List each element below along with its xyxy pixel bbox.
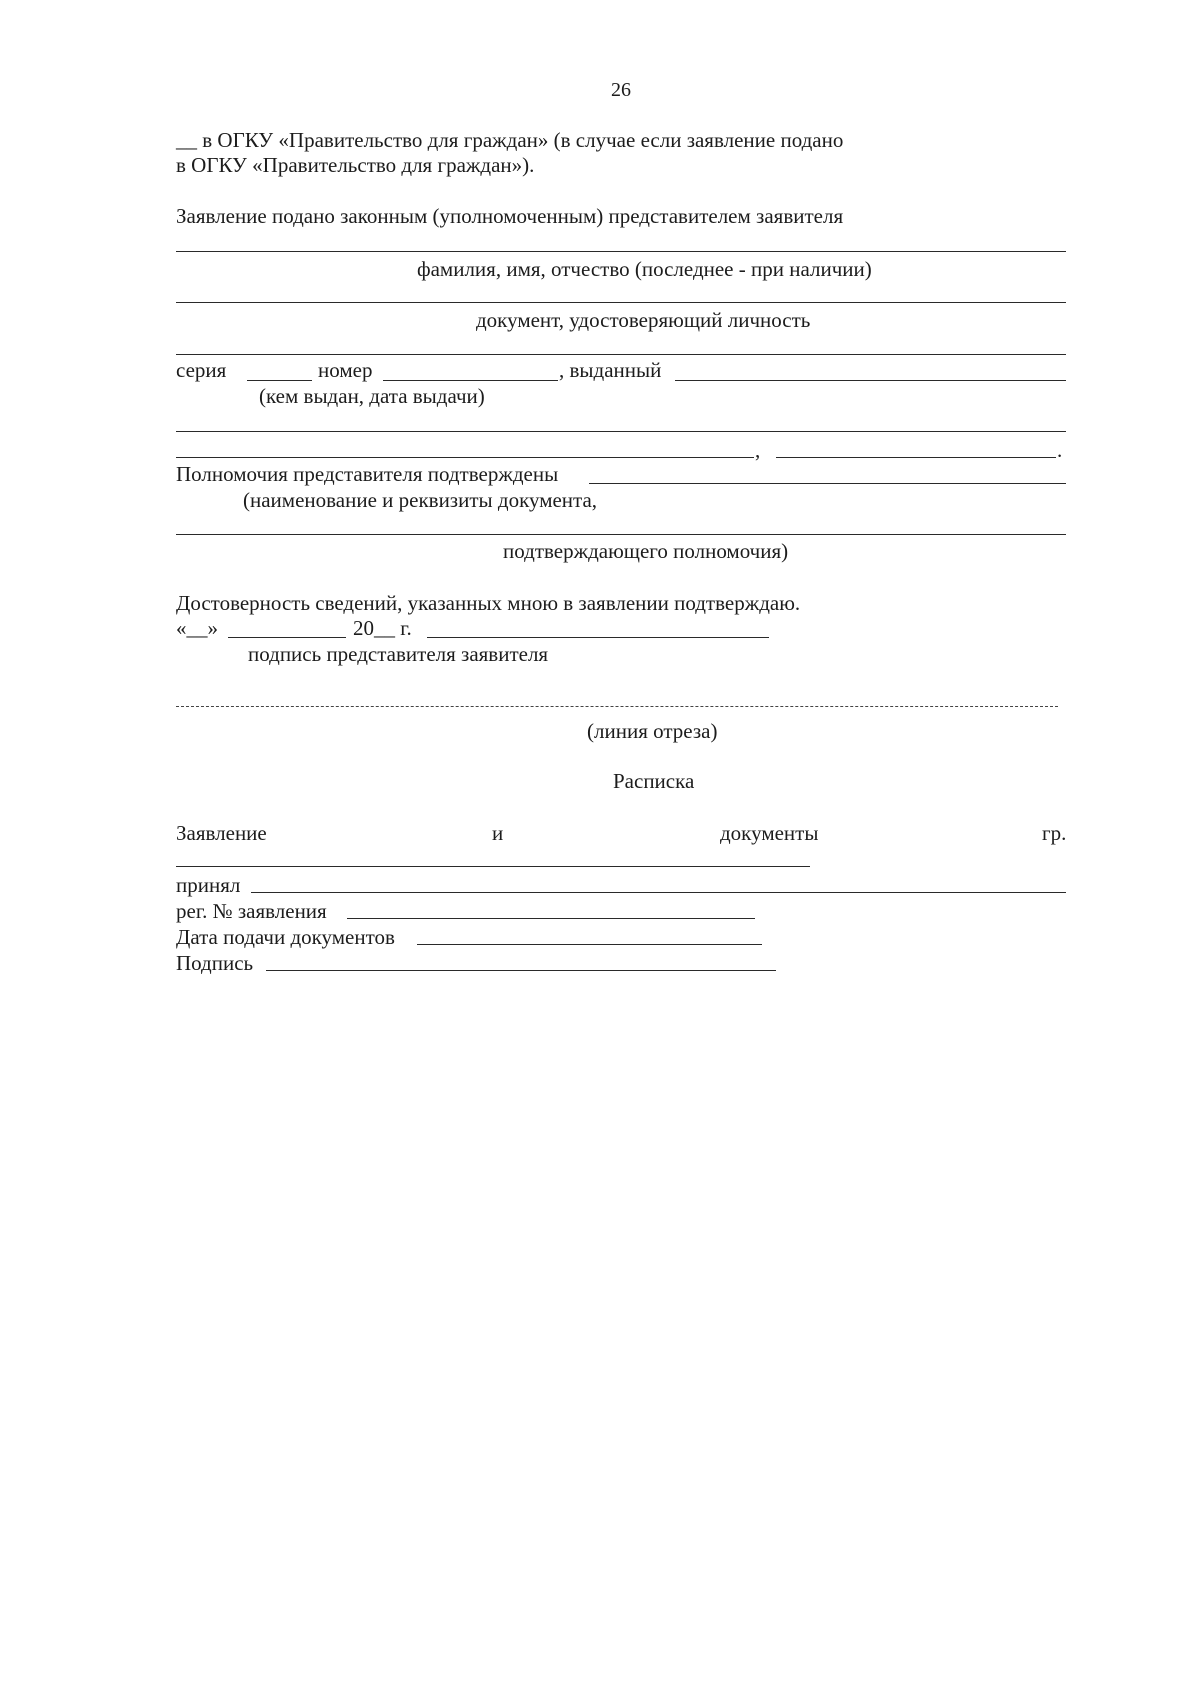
id-document-extra-line[interactable] — [176, 354, 1066, 355]
issued-comma: , — [755, 438, 761, 462]
issued-by-extra-line[interactable] — [176, 431, 1066, 432]
id-document-caption: документ, удостоверяющий личность — [476, 308, 811, 332]
issue-date-field-line[interactable] — [776, 457, 1056, 458]
issued-caption: (кем выдан, дата выдачи) — [259, 384, 485, 408]
intro-line-1: __ в ОГКУ «Правительство для граждан» (в случае если заявление подано — [176, 128, 844, 152]
id-document-field-line[interactable] — [176, 302, 1066, 303]
date-month-field-line[interactable] — [228, 637, 346, 638]
receipt-word-and: и — [492, 821, 504, 845]
issued-label: , выданный — [559, 358, 662, 382]
reg-number-label: рег. № заявления — [176, 899, 327, 923]
receipt-word-citizen: гр. — [1042, 821, 1067, 845]
issued-period: . — [1057, 438, 1063, 462]
citizen-name-field-line[interactable] — [176, 866, 810, 867]
receipt-word-documents: документы — [720, 821, 819, 845]
issued-by-field-line[interactable] — [675, 380, 1066, 381]
submission-date-label: Дата подачи документов — [176, 925, 395, 949]
date-day: «__» — [176, 616, 218, 640]
confirmation-text: Достоверность сведений, указанных мною в заявлении подтверждаю. — [176, 591, 801, 615]
series-label: серия — [176, 358, 227, 382]
date-year: 20__ г. — [353, 616, 412, 640]
reg-number-field-line[interactable] — [347, 918, 755, 919]
signature-field-line[interactable] — [427, 637, 769, 638]
receipt-word-statement: Заявление — [176, 821, 267, 845]
fio-field-line[interactable] — [176, 251, 1066, 252]
receipt-signature-label: Подпись — [176, 951, 254, 975]
authority-caption-1: (наименование и реквизиты документа, — [243, 488, 598, 512]
number-label: номер — [318, 358, 373, 382]
number-field-line[interactable] — [383, 380, 558, 381]
receipt-signature-field-line[interactable] — [266, 970, 776, 971]
issued-by-extra-line-2[interactable] — [176, 457, 754, 458]
authority-caption-2: подтверждающего полномочия) — [503, 539, 789, 563]
representative-heading: Заявление подано законным (уполномоченным) представителем заявителя — [176, 204, 844, 228]
accepted-label: принял — [176, 873, 241, 897]
accepted-field-line[interactable] — [251, 892, 1066, 893]
fio-caption: фамилия, имя, отчество (последнее - при наличии) — [417, 257, 872, 281]
signature-caption: подпись представителя заявителя — [248, 642, 549, 666]
series-field-line[interactable] — [247, 380, 312, 381]
cut-line-caption: (линия отреза) — [587, 719, 718, 743]
authority-label: Полномочия представителя подтверждены — [176, 462, 559, 486]
authority-field-line[interactable] — [589, 483, 1066, 484]
submission-date-field-line[interactable] — [417, 944, 762, 945]
receipt-title: Расписка — [613, 769, 695, 793]
page-number: 26 — [611, 79, 631, 101]
authority-field-line-2[interactable] — [176, 534, 1066, 535]
intro-line-2: в ОГКУ «Правительство для граждан»). — [176, 153, 535, 177]
cut-line — [176, 706, 1058, 707]
